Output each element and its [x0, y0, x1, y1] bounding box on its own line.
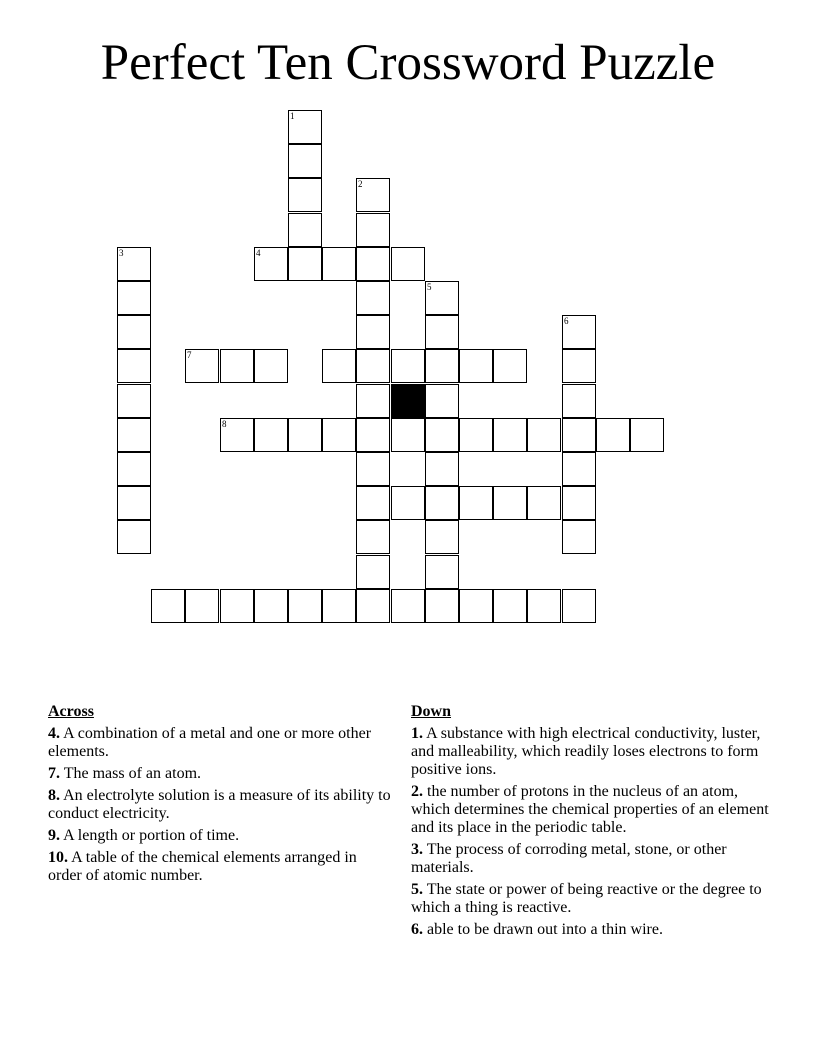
grid-cell[interactable] — [425, 418, 459, 452]
grid-cell[interactable] — [391, 349, 425, 383]
grid-cell[interactable] — [356, 247, 390, 281]
clue-number: 7 — [187, 350, 192, 360]
grid-cell[interactable] — [562, 486, 596, 520]
grid-cell[interactable] — [220, 589, 254, 623]
clue-down-5: 5. The state or power of being reactive or the degree to which a thing is reactive. — [411, 881, 762, 916]
grid-cell[interactable] — [425, 486, 459, 520]
grid-cell[interactable] — [356, 349, 390, 383]
clue-down-3: 3. The process of corroding metal, stone, or other materials. — [411, 841, 727, 876]
grid-cell[interactable] — [117, 349, 151, 383]
grid-cell[interactable] — [220, 349, 254, 383]
grid-cell[interactable] — [185, 349, 219, 383]
clue-number: 5 — [427, 282, 432, 292]
grid-cell[interactable] — [151, 589, 185, 623]
grid-cell[interactable] — [288, 589, 322, 623]
grid-cell[interactable] — [425, 520, 459, 554]
grid-cell[interactable] — [493, 589, 527, 623]
grid-cell[interactable] — [288, 247, 322, 281]
clue-down-6: 6. able to be drawn out into a thin wire. — [411, 921, 663, 938]
grid-cell[interactable] — [391, 418, 425, 452]
grid-cell[interactable] — [425, 315, 459, 349]
black-cell — [391, 384, 425, 418]
grid-cell[interactable] — [356, 555, 390, 589]
grid-cell[interactable] — [493, 486, 527, 520]
grid-cell[interactable] — [185, 589, 219, 623]
clue-number: 6 — [564, 316, 569, 326]
grid-cell[interactable] — [425, 349, 459, 383]
grid-cell[interactable] — [562, 452, 596, 486]
grid-cell[interactable] — [117, 452, 151, 486]
grid-cell[interactable] — [527, 418, 561, 452]
grid-cell[interactable] — [117, 315, 151, 349]
grid-cell[interactable] — [562, 384, 596, 418]
grid-cell[interactable] — [493, 349, 527, 383]
grid-cell[interactable] — [356, 589, 390, 623]
clue-number: 8 — [222, 419, 227, 429]
clue-down-2: 2. the number of protons in the nucleus of an atom, which determines the chemical properties of an element and its place in the periodic table. — [411, 783, 769, 836]
clue-across-10: 10. A table of the chemical elements arranged in order of atomic number. — [48, 849, 357, 884]
grid-cell[interactable] — [117, 247, 151, 281]
grid-cell[interactable] — [562, 418, 596, 452]
grid-cell[interactable] — [322, 589, 356, 623]
clue-across-9: 9. A length or portion of time. — [48, 827, 240, 844]
clue-number: 1 — [290, 111, 295, 121]
grid-cell[interactable] — [117, 281, 151, 315]
clue-down-1: 1. A substance with high electrical conductivity, luster, and malleability, which readily loses electrons to form positive ions. — [411, 725, 761, 778]
grid-cell[interactable] — [562, 315, 596, 349]
grid-cell[interactable] — [391, 486, 425, 520]
grid-cell[interactable] — [459, 486, 493, 520]
grid-cell[interactable] — [117, 384, 151, 418]
grid-cell[interactable] — [596, 418, 630, 452]
grid-cell[interactable] — [425, 281, 459, 315]
page-title: Perfect Ten Crossword Puzzle — [100, 35, 716, 91]
grid-cell[interactable] — [254, 418, 288, 452]
clue-across-4: 4. A combination of a metal and one or more other elements. — [48, 725, 372, 760]
grid-cell[interactable] — [117, 520, 151, 554]
grid-cell[interactable] — [425, 589, 459, 623]
grid-cell[interactable] — [356, 213, 390, 247]
grid-cell[interactable] — [117, 486, 151, 520]
grid-cell[interactable] — [630, 418, 664, 452]
grid-cell[interactable] — [356, 315, 390, 349]
grid-cell[interactable] — [391, 247, 425, 281]
grid-cell[interactable] — [356, 520, 390, 554]
grid-cell[interactable] — [356, 486, 390, 520]
grid-cell[interactable] — [254, 589, 288, 623]
grid-cell[interactable] — [425, 452, 459, 486]
clue-number: 3 — [119, 248, 124, 258]
grid-cell[interactable] — [356, 418, 390, 452]
grid-cell[interactable] — [117, 418, 151, 452]
grid-cell[interactable] — [288, 178, 322, 212]
grid-cell[interactable] — [425, 384, 459, 418]
down-clues — [411, 703, 776, 943]
clue-across-8: 8. An electrolyte solution is a measure of its ability to conduct electricity. — [48, 787, 391, 822]
grid-cell[interactable] — [288, 110, 322, 144]
grid-cell[interactable] — [356, 281, 390, 315]
clue-across-7: 7. The mass of an atom. — [48, 765, 202, 782]
grid-cell[interactable] — [459, 589, 493, 623]
across-heading: Across — [48, 703, 94, 720]
grid-cell[interactable] — [527, 589, 561, 623]
grid-cell[interactable] — [288, 213, 322, 247]
grid-cell[interactable] — [288, 144, 322, 178]
grid-cell[interactable] — [356, 384, 390, 418]
across-clues — [48, 703, 393, 889]
grid-cell[interactable] — [425, 555, 459, 589]
grid-cell[interactable] — [391, 589, 425, 623]
grid-cell[interactable] — [562, 520, 596, 554]
clue-number: 2 — [358, 179, 363, 189]
grid-cell[interactable] — [459, 349, 493, 383]
grid-cell[interactable] — [322, 349, 356, 383]
grid-cell[interactable] — [254, 247, 288, 281]
grid-cell[interactable] — [356, 452, 390, 486]
down-heading: Down — [411, 703, 452, 720]
grid-cell[interactable] — [220, 418, 254, 452]
grid-cell[interactable] — [562, 589, 596, 623]
grid-cell[interactable] — [493, 418, 527, 452]
grid-cell[interactable] — [288, 418, 322, 452]
grid-cell[interactable] — [527, 486, 561, 520]
grid-cell[interactable] — [562, 349, 596, 383]
grid-cell[interactable] — [322, 418, 356, 452]
grid-cell[interactable] — [459, 418, 493, 452]
clue-number: 4 — [256, 248, 261, 258]
grid-cell[interactable] — [254, 349, 288, 383]
grid-cell[interactable] — [322, 247, 356, 281]
grid-cell[interactable] — [356, 178, 390, 212]
